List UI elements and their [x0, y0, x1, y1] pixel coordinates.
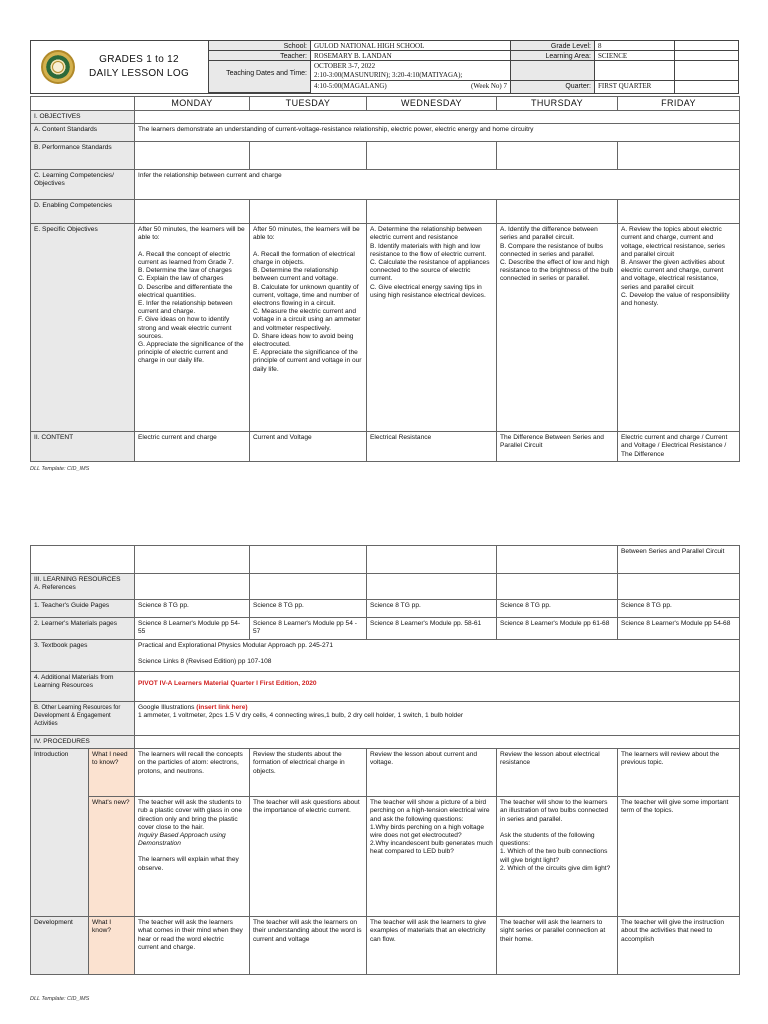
dll-header: [30, 40, 739, 94]
header-title: GRADES 1 to 12 DAILY LESSON LOG: [89, 54, 190, 79]
content-continued-row: Between Series and Parallel Circuit: [31, 546, 740, 574]
deped-seal-icon: [41, 50, 75, 84]
teaching-dates-value: OCTOBER 3-7, 2022 2:10-3:00(MASUNURIN); 3:20-4:10(MATIYAGA);: [311, 61, 511, 81]
days-header-row: [31, 97, 740, 111]
footer-page-1: DLL Template: CID_IMS: [30, 466, 90, 472]
textbook-pages-row: 3. Textbook pages Practical and Explorational Physics Modular Approach pp. 245-271 Science Links 8 (Revised Edition) pp 107-108: [31, 640, 740, 672]
procedures-row: IV. PROCEDURES: [31, 736, 740, 749]
day-friday: FRIDAY: [618, 97, 740, 111]
teacher-value: ROSEMARY B. LANDAN: [311, 51, 511, 61]
other-resources-row: B. Other Learning Resources for Development & Engagement Activities Google Illustrations (insert link here) 1 ammeter, 1 voltmeter, 2pcs 1.5 V dry cells, 4 connecting wires,1 bulb, 2 dry cell holder, 1 switch, 1 bulb holder: [31, 702, 740, 736]
learning-competencies-row: C. Learning Competencies/ Objectives Infer the relationship between current and charge: [31, 170, 740, 200]
insert-link-text: (insert link here): [196, 704, 248, 711]
grade-level-value: 8: [595, 41, 675, 51]
content-standards-row: A. Content Standards The learners demonstrate an understanding of current-voltage-resistance relationship, electric power, electric energy and home circuitry: [31, 124, 740, 142]
content-row: II. CONTENT Electric current and charge Current and Voltage Electrical Resistance The Difference Between Series and Parallel Circuit Electric current and charge / Current and Voltage / Electrical Resistance / The Difference: [31, 432, 740, 462]
footer-page-2: DLL Template: CID_IMS: [30, 996, 90, 1002]
performance-standards-row: B. Performance Standards: [31, 142, 740, 170]
additional-materials-row: 4. Additional Materials from Learning Resources PIVOT IV-A Learners Material Quarter I First Edition, 2020: [31, 672, 740, 702]
day-tuesday: TUESDAY: [250, 97, 367, 111]
whats-new-row: What's new? The teacher will ask the students to rub a plastic cover with glass in one direction only and bring the plastic cover close to the hair. Inquiry Based Approach using Demonstration The learners will explain what they observe. The teacher will ask questions about the importance of electric current. The teacher will show a picture of a bird perching on a high-tension electrical wire and ask the following questions: 1.Why birds perching on a high voltage wire does not get electrocuted? 2.Why incandescent bulb generates much heat compared to LED bulb? The teacher will show to the learners an illustration of two bulbs connected in series and parallel. Ask the students of the following questions: 1. Which of the two bulb connections will give bright light? 2. Which of the circuits give dim light? The teacher will give some important term of the topics.: [31, 797, 740, 917]
spec-tuesday: After 50 minutes, the learners will be able to: A. Recall the formation of electrical charge in objects. B. Determine the relationship between current and voltage. B. Calculate for unknown quantity of current, voltage, time and number of electrons flowing in a circuit. C. Measure the electric current and voltage in a circuit using an ammeter and voltmeter respectively. D. Share ideas how to avoid being electrocuted. E. Appreciate the significance of the principle of current and voltage in our daily life.: [250, 224, 367, 432]
quarter-value: FIRST QUARTER: [595, 81, 675, 93]
teaching-dates-label: Teaching Dates and Time:: [209, 61, 311, 93]
specific-objectives-row: E. Specific Objectives After 50 minutes, the learners will be able to: A. Recall the concept of electric current as learned from Grade 7. B. Determine the law of charges C. Explain the law of charges D. Describe and differentiate the electrical quantities. E. Infer the relationship between current and charge. F. Give ideas on how to identify strong and weak electric current sources. G. Appreciate the significance of the principle of electric current and charge in our daily life. After 50 minutes, the learners will be able to: A. Recall the formation of electrical charge in objects. B. Determine the relationship between current and voltage. B. Calculate for unknown quantity of current, voltage, time and number of electrons flowing in a circuit. C. Measure the electric current and voltage in a circuit using an ammeter and voltmeter respectively. D. Share ideas how to avoid being electrocuted. E. Appreciate the significance of the principle of current and voltage in our daily life. A. Determine the relationship between electric current and resistance B. Identify materials with high and low resistance to the flow of electric current. C. Calculate the resistance of appliances connected to the source of electric current. C. Give electrical energy saving tips in using high resistance electrical devices. A. Identify the difference between series and parallel circuit. B. Compare the resistance of bulbs connected in series and parallel. C. Describe the effect of low and high resistance to the brightness of the bulb connected in series or parallel. A. Review the topics about electric current and charge, current and voltage, electrical resistance, series and parallel circuit B. Answer the given activities about electric current and charge, current and voltage, electrical resistance, series and parallel circuit C. Develop the value of responsibility and honesty.: [31, 224, 740, 432]
lesson-table-page-2: [30, 545, 740, 975]
day-wednesday: WEDNESDAY: [367, 97, 497, 111]
teaching-time-value: 4:10-5:00(MAGALANG) (Week No) 7: [311, 81, 511, 93]
header-title-block: [31, 41, 209, 93]
week-number: (Week No) 7: [471, 82, 507, 90]
school-value: GULOD NATIONAL HIGH SCHOOL: [311, 41, 511, 51]
learners-materials-row: 2. Learner's Materials pages Science 8 Learner's Module pp 54-55 Science 8 Learner's Module pp 54 - 57 Science 8 Learner's Module pp. 58-61 Science 8 Learner's Module pp 61-68 Science 8 Learner's Module pp 54-68: [31, 618, 740, 640]
day-monday: MONDAY: [135, 97, 250, 111]
teachers-guide-row: 1. Teacher's Guide Pages Science 8 TG pp. Science 8 TG pp. Science 8 TG pp. Science 8 TG pp. Science 8 TG pp.: [31, 600, 740, 618]
school-label: School:: [209, 41, 311, 51]
learning-area-value: SCIENCE: [595, 51, 675, 61]
spec-monday: After 50 minutes, the learners will be able to: A. Recall the concept of electric current as learned from Grade 7. B. Determine the law of charges C. Explain the law of charges D. Describe and differentiate the electrical quantities. E. Infer the relationship between current and charge. F. Give ideas on how to identify strong and weak electric current sources. G. Appreciate the significance of the principle of electric current and charge in our daily life.: [135, 224, 250, 432]
teacher-label: Teacher:: [209, 51, 311, 61]
spec-wednesday: A. Determine the relationship between electric current and resistance B. Identify materials with high and low resistance to the flow of electric current. C. Calculate the resistance of appliances connected to the source of electric current. C. Give electrical energy saving tips in using high resistance electrical devices.: [367, 224, 497, 432]
spec-friday: A. Review the topics about electric current and charge, current and voltage, electrical resistance, series and parallel circuit B. Answer the given activities about electric current and charge, current and voltage, electrical resistance, series and parallel circuit C. Develop the value of responsibility and honesty.: [618, 224, 740, 432]
what-i-know-row: Development What I know? The teacher will ask the learners what comes in their mind when they hear or read the word electric current and charge. The teacher will ask the learners on their understanding about the word is current and voltage The teacher will ask the learners to give examples of materials that an electricity can flow. The teacher will ask the learners to sight series or parallel connection at their home. The teacher will give the instruction about the activities that need to accomplish: [31, 917, 740, 975]
header-info-grid: [209, 41, 738, 93]
objectives-row: I. OBJECTIVES: [31, 111, 740, 124]
what-i-need-to-know-row: Introduction What I need to know? The learners will recall the concepts on the particles of atom: electrons, protons, and neutrons. Review the students about the formation of electrical charge in objects. Review the lesson about current and voltage. Review the lesson about electrical resistance The learners will review about the previous topic.: [31, 749, 740, 797]
learning-resources-row: III. LEARNING RESOURCES A. References: [31, 574, 740, 600]
learning-area-label: Learning Area:: [511, 51, 595, 61]
enabling-competencies-row: D. Enabling Competencies: [31, 200, 740, 224]
spec-thursday: A. Identify the difference between series and parallel circuit. B. Compare the resistance of bulbs connected in series and parallel. C. Describe the effect of low and high resistance to the brightness of the bulb connected in series or parallel.: [497, 224, 618, 432]
lesson-table-page-1: [30, 96, 740, 462]
day-thursday: THURSDAY: [497, 97, 618, 111]
quarter-label: Quarter:: [511, 81, 595, 93]
grade-level-label: Grade Level:: [511, 41, 595, 51]
